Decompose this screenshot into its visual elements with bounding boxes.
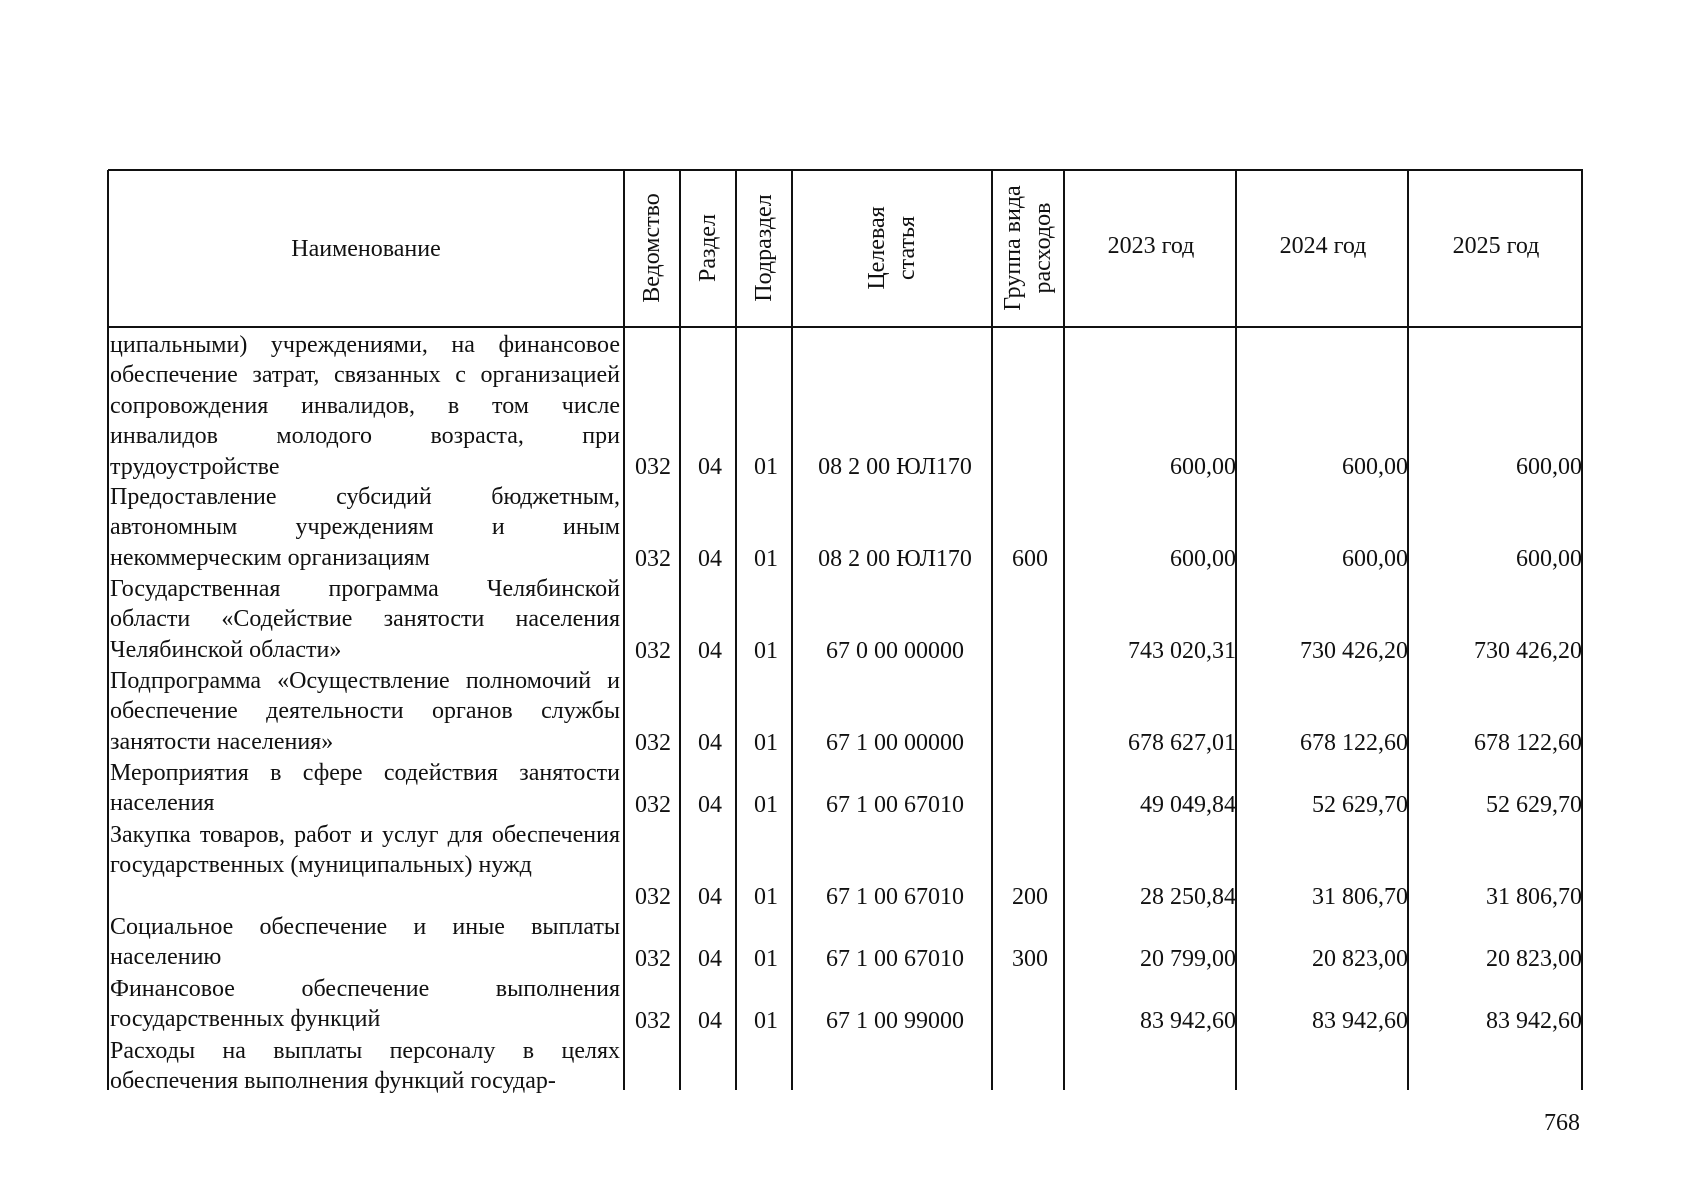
header-section: Раздел (695, 214, 721, 282)
table-row (0, 820, 1691, 912)
header-expense-group-line1: Группа вида (1000, 185, 1026, 311)
header-department: Ведомство (639, 193, 665, 303)
row-department: 032 (635, 792, 671, 818)
row-target-item: 67 1 00 67010 (826, 946, 964, 972)
header-subsection: Подраздел (751, 194, 777, 302)
row-2024: 600,00 (1342, 546, 1408, 572)
row-expense-group: 300 (1012, 946, 1048, 972)
table-row (0, 666, 1691, 758)
row-section: 04 (698, 1008, 722, 1034)
table-row (0, 1036, 1691, 1095)
header-target-item-line2: статья (894, 216, 920, 280)
row-name: Финансовое обеспечение выполнения государственных функций (110, 976, 620, 1033)
header-year-2025: 2025 год (1452, 233, 1540, 259)
row-2025: 600,00 (1516, 546, 1582, 572)
row-expense-group: 200 (1012, 884, 1048, 910)
row-department: 032 (635, 638, 671, 664)
header-target-item-line1: Целевая (864, 206, 890, 290)
row-2024: 678 122,60 (1300, 730, 1408, 756)
row-2023: 600,00 (1170, 454, 1236, 480)
row-2025: 31 806,70 (1486, 884, 1582, 910)
row-2024: 83 942,60 (1312, 1008, 1408, 1034)
row-name: Социальное обеспечение и иные выплаты населению (110, 914, 620, 971)
row-2023: 600,00 (1170, 546, 1236, 572)
row-section: 04 (698, 946, 722, 972)
table-row (0, 912, 1691, 974)
row-department: 032 (635, 946, 671, 972)
row-2025: 730 426,20 (1474, 638, 1582, 664)
row-name: Подпрограмма «Осуществление полномочий и обеспечение деятельности органов службы занятости населения» (110, 668, 620, 755)
row-2023: 49 049,84 (1140, 792, 1236, 818)
row-2023: 83 942,60 (1140, 1008, 1236, 1034)
row-department: 032 (635, 730, 671, 756)
row-name: Мероприятия в сфере содействия занятости населения (110, 760, 620, 817)
row-2023: 743 020,31 (1128, 638, 1236, 664)
row-2024: 20 823,00 (1312, 946, 1408, 972)
header-year-2024: 2024 год (1279, 233, 1367, 259)
row-department: 032 (635, 884, 671, 910)
row-name: Расходы на выплаты персоналу в целях обеспечения выполнения функций государ- (110, 1038, 620, 1095)
row-subsection: 01 (754, 792, 778, 818)
header-year-2023: 2023 год (1107, 233, 1195, 259)
row-section: 04 (698, 730, 722, 756)
header-target-item (857, 173, 927, 323)
row-2025: 52 629,70 (1486, 792, 1582, 818)
row-name: Закупка товаров, работ и услуг для обеспечения государственных (муниципальных) нужд (110, 822, 620, 879)
table-row (0, 974, 1691, 1036)
row-target-item: 67 0 00 00000 (826, 638, 964, 664)
row-department: 032 (635, 1008, 671, 1034)
table-row (0, 758, 1691, 820)
table-row (0, 330, 1691, 482)
row-target-item: 08 2 00 ЮЛ170 (818, 454, 972, 480)
row-2025: 600,00 (1516, 454, 1582, 480)
row-target-item: 08 2 00 ЮЛ170 (818, 546, 972, 572)
row-2024: 730 426,20 (1300, 638, 1408, 664)
row-name: ципальными) учреждениями, на финансовое обеспечение затрат, связанных с организацией сопровождения инвалидов, в том числе инвалидов молодого возраста, при трудоустройстве (110, 332, 620, 480)
row-2023: 678 627,01 (1128, 730, 1236, 756)
row-section: 04 (698, 638, 722, 664)
row-subsection: 01 (754, 454, 778, 480)
row-subsection: 01 (754, 638, 778, 664)
header-expense-group (994, 173, 1062, 323)
row-2025: 678 122,60 (1474, 730, 1582, 756)
row-department: 032 (635, 546, 671, 572)
row-subsection: 01 (754, 946, 778, 972)
row-2025: 20 823,00 (1486, 946, 1582, 972)
page-number: 768 (1544, 1110, 1580, 1136)
row-section: 04 (698, 792, 722, 818)
row-2024: 600,00 (1342, 454, 1408, 480)
row-section: 04 (698, 884, 722, 910)
row-2024: 31 806,70 (1312, 884, 1408, 910)
row-subsection: 01 (754, 884, 778, 910)
row-section: 04 (698, 454, 722, 480)
row-target-item: 67 1 00 00000 (826, 730, 964, 756)
row-target-item: 67 1 00 67010 (826, 792, 964, 818)
row-department: 032 (635, 454, 671, 480)
table-row (0, 482, 1691, 574)
row-2025: 83 942,60 (1486, 1008, 1582, 1034)
row-subsection: 01 (754, 730, 778, 756)
table-row (0, 574, 1691, 666)
row-2023: 28 250,84 (1140, 884, 1236, 910)
row-target-item: 67 1 00 67010 (826, 884, 964, 910)
row-subsection: 01 (754, 546, 778, 572)
row-expense-group: 600 (1012, 546, 1048, 572)
row-section: 04 (698, 546, 722, 572)
row-name: Предоставление субсидий бюджетным, автономным учреждениям и иным некоммерческим организациям (110, 484, 620, 571)
row-target-item: 67 1 00 99000 (826, 1008, 964, 1034)
header-expense-group-line2: расходов (1030, 202, 1056, 294)
row-2024: 52 629,70 (1312, 792, 1408, 818)
row-subsection: 01 (754, 1008, 778, 1034)
row-name: Государственная программа Челябинской области «Содействие занятости населения Челябинской области» (110, 576, 620, 663)
header-name: Наименование (291, 236, 441, 262)
row-2023: 20 799,00 (1140, 946, 1236, 972)
